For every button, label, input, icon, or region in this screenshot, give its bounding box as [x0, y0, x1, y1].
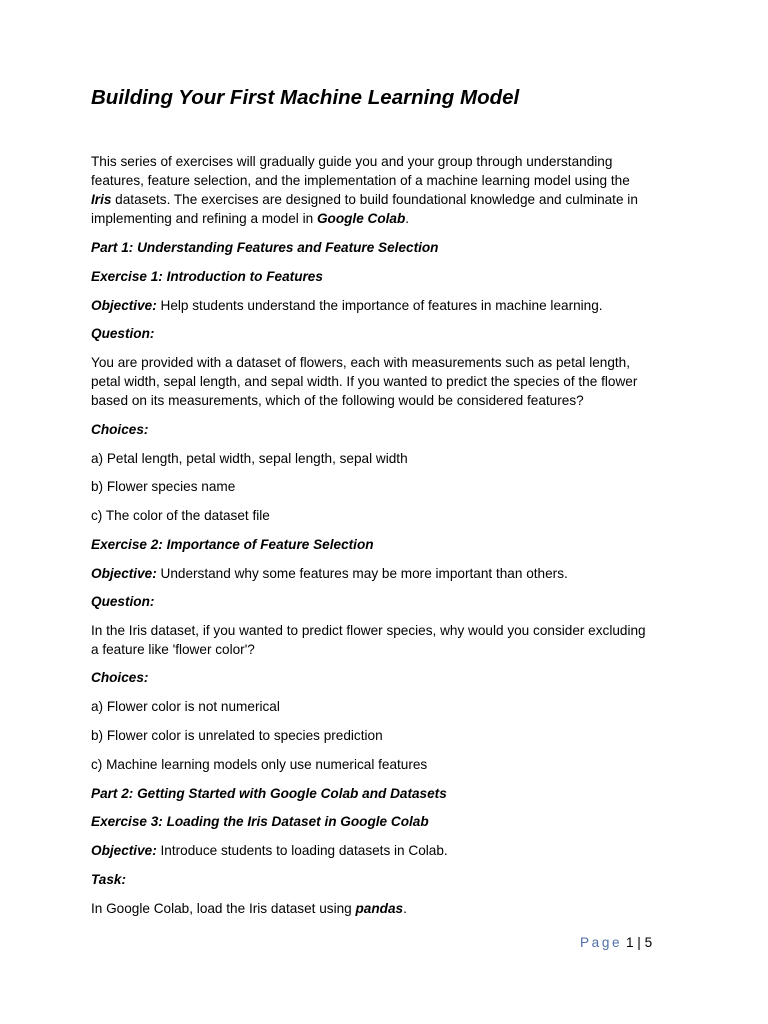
page-number-footer	[580, 935, 652, 950]
page-word: Page	[580, 935, 623, 950]
exercise-2-choice-b: b) Flower color is unrelated to species prediction	[91, 728, 383, 743]
intro-line-3	[91, 190, 638, 209]
document-title: Building Your First Machine Learning Model	[91, 86, 520, 109]
current-page: 1	[625, 935, 634, 950]
exercise-3-task-label: Task:	[91, 872, 127, 887]
total-pages: 5	[644, 935, 653, 950]
exercise-1-choices-label: Choices:	[91, 422, 149, 437]
exercise-1-question-line-3: based on its measurements, which of the following would be considered features?	[91, 393, 584, 408]
part-2-heading: Part 2: Getting Started with Google Colab and Datasets	[91, 786, 447, 801]
objective-label: Objective:	[91, 843, 157, 858]
exercise-1-question-label: Question:	[91, 326, 155, 341]
exercise-2-heading: Exercise 2: Importance of Feature Selection	[91, 537, 374, 552]
exercise-2-choice-c: c) Machine learning models only use numerical features	[91, 757, 428, 772]
intro-line-1: This series of exercises will gradually guide you and your group through understanding	[91, 154, 613, 169]
exercise-2-choices-label: Choices:	[91, 670, 149, 685]
exercise-1-choice-a: a) Petal length, petal width, sepal length, sepal width	[91, 451, 408, 466]
intro-line-3-text: datasets. The exercises are designed to build foundational knowledge and culminate in	[111, 192, 638, 207]
pandas-emphasis: pandas	[355, 901, 404, 916]
intro-line-2: features, feature selection, and the implementation of a machine learning model using the	[91, 173, 630, 188]
part-1-heading: Part 1: Understanding Features and Feature Selection	[91, 240, 439, 255]
intro-line-4	[91, 209, 409, 228]
objective-text: Understand why some features may be more important than others.	[156, 566, 568, 581]
google-colab-emphasis: Google Colab	[316, 211, 406, 226]
exercise-1-question-line-2: petal width, sepal length, and sepal width. If you wanted to predict the species of the flower	[91, 374, 638, 389]
exercise-1-objective	[91, 296, 603, 315]
task-end: .	[403, 901, 407, 916]
page-separator: |	[633, 935, 645, 950]
task-text: In Google Colab, load the Iris dataset using	[91, 901, 356, 916]
exercise-2-question-label: Question:	[91, 594, 155, 609]
exercise-2-objective	[91, 564, 568, 583]
exercise-1-choice-b: b) Flower species name	[91, 479, 236, 494]
objective-label: Objective:	[91, 298, 157, 313]
exercise-3-task-text	[91, 899, 407, 918]
objective-label: Objective:	[91, 566, 157, 581]
exercise-3-heading: Exercise 3: Loading the Iris Dataset in Google Colab	[91, 814, 429, 829]
iris-emphasis: Iris	[91, 192, 112, 207]
objective-text: Help students understand the importance of features in machine learning.	[156, 298, 603, 313]
intro-line-4-end: .	[405, 211, 410, 226]
exercise-3-objective	[91, 841, 448, 860]
exercise-2-choice-a: a) Flower color is not numerical	[91, 699, 280, 714]
objective-text: Introduce students to loading datasets in Colab.	[156, 843, 448, 858]
exercise-2-question-line-1: In the Iris dataset, if you wanted to predict flower species, why would you consider excluding	[91, 623, 646, 638]
exercise-1-choice-c: c) The color of the dataset file	[91, 508, 270, 523]
exercise-2-question-line-2: a feature like 'flower color'?	[91, 642, 255, 657]
intro-line-4-text: implementing and refining a model in	[91, 211, 317, 226]
exercise-1-heading: Exercise 1: Introduction to Features	[91, 269, 323, 284]
exercise-1-question-line-1: You are provided with a dataset of flowers, each with measurements such as petal length,	[91, 355, 631, 370]
